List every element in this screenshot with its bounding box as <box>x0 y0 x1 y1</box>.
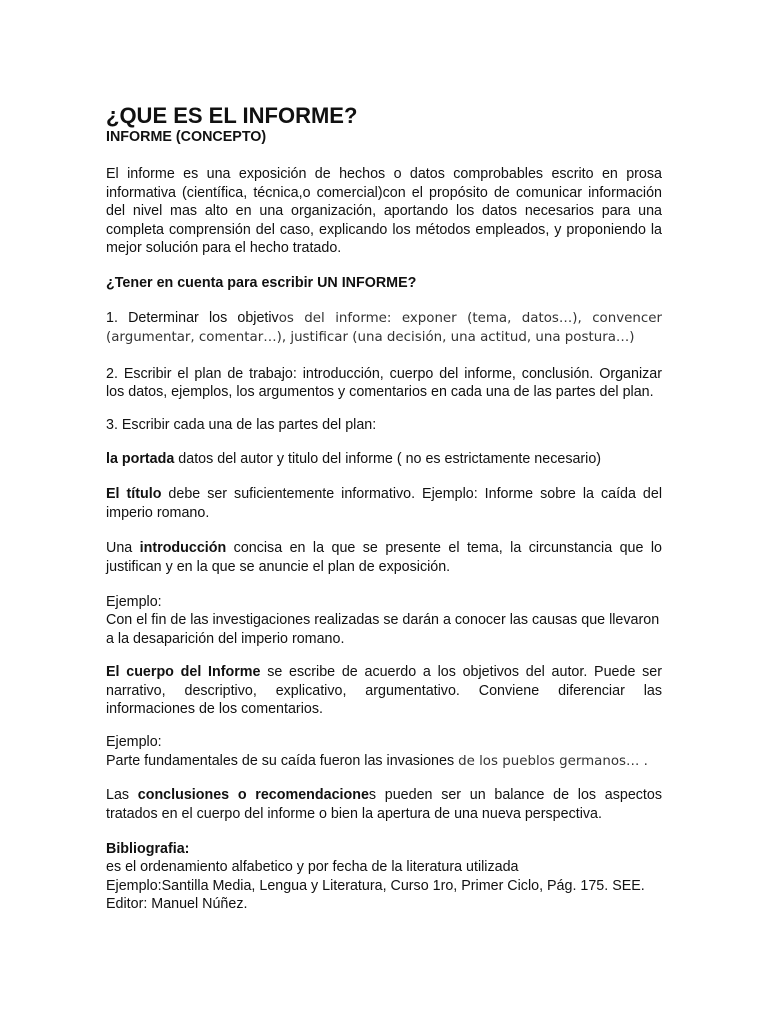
ejemplo-1-label: Ejemplo: <box>106 593 162 610</box>
ejemplo-1-block <box>106 593 662 648</box>
page-title: ¿QUE ES EL INFORME? <box>106 103 358 128</box>
ejemplo-2-text-b: de los pueblos germanos… . <box>458 753 648 769</box>
portada-label: la portada <box>106 450 175 467</box>
bibliografia-line-3: Editor: Manuel Núñez. <box>106 896 248 913</box>
introduccion-paragraph <box>106 539 662 576</box>
ejemplo-2-text <box>106 752 662 771</box>
introduccion-pre: Una <box>106 540 140 557</box>
bibliografia-heading <box>106 840 662 858</box>
tener-heading: ¿Tener en cuenta para escribir UN INFORME? <box>106 275 417 292</box>
intro-paragraph: El informe es una exposición de hechos o datos comprobables escrito en prosa informativa (científica, técnica,o comercial)con el propósito de comunicar información del nivel mas alto en una organización, aportando los datos necesarios para una completa comprensión del caso, explicando los métodos empleados, y proponiendo la mejor solución para el hecho tratado. <box>106 166 662 257</box>
cuerpo-text: se escribe de acuerdo a los objetivos del autor. Puede ser narrativo, descriptivo, explicativo, argumentativo. Conviene diferenciar las informaciones de los comentarios. <box>106 664 662 717</box>
titulo-text: debe ser suficientemente informativo. Ejemplo: Informe sobre la caída del imperio romano. <box>106 486 663 521</box>
conclusiones-text: s pueden ser un balance de los aspectos tratados en el cuerpo del informe o bien la apertura de una nueva perspectiva. <box>106 787 663 822</box>
bibliografia-line-2: Ejemplo:Santilla Media, Lengua y Literatura, Curso 1ro, Primer Ciclo, Pág. 175. SEE. <box>106 877 645 894</box>
step-1-text-b: os del informe: exponer (tema, datos…), convencer (argumentar, comentar…), justificar (una decisión, una actitud, una postura…) <box>106 310 662 346</box>
portada-paragraph <box>106 450 662 468</box>
ejemplo-2-label: Ejemplo: <box>106 734 162 751</box>
step-1-text-a: 1. Determinar los objetiv <box>106 309 279 326</box>
step-2-paragraph: 2. Escribir el plan de trabajo: introducción, cuerpo del informe, conclusión. Organizar los datos, ejemplos, los argumentos y comentarios en cada una de las partes del plan. <box>106 365 662 401</box>
document-page <box>106 104 662 928</box>
bibliografia-heading-text: Bibliografia: <box>106 840 190 857</box>
cuerpo-label: El cuerpo del Informe <box>106 664 261 681</box>
step-3-paragraph: 3. Escribir cada una de las partes del plan: <box>106 417 377 434</box>
step-1-paragraph <box>106 309 662 348</box>
ejemplo-2-block <box>106 733 662 771</box>
cuerpo-paragraph <box>106 663 662 718</box>
bibliografia-line-1: es el ordenamiento alfabetico y por fecha de la literatura utilizada <box>106 859 519 876</box>
introduccion-label: introducción <box>139 540 227 557</box>
conclusiones-label: conclusiones o recomendacione <box>137 787 369 804</box>
subtitle: INFORME (CONCEPTO) <box>106 129 267 145</box>
titulo-label: El título <box>106 486 162 503</box>
bibliografia-block <box>106 840 662 914</box>
introduccion-text: concisa en la que se presente el tema, la circunstancia que lo justifican y en la que se anuncie el plan de exposición. <box>106 540 662 575</box>
ejemplo-1-text: Con el fin de las investigaciones realizadas se darán a conocer las causas que llevaron a la desaparición del imperio romano. <box>106 612 660 647</box>
ejemplo-2-text-a: Parte fundamentales de su caída fueron las invasiones <box>106 752 459 769</box>
conclusiones-paragraph <box>106 786 662 823</box>
titulo-paragraph <box>106 485 662 522</box>
conclusiones-pre: Las <box>106 787 138 804</box>
portada-text: datos del autor y titulo del informe ( no es estrictamente necesario) <box>174 450 602 467</box>
